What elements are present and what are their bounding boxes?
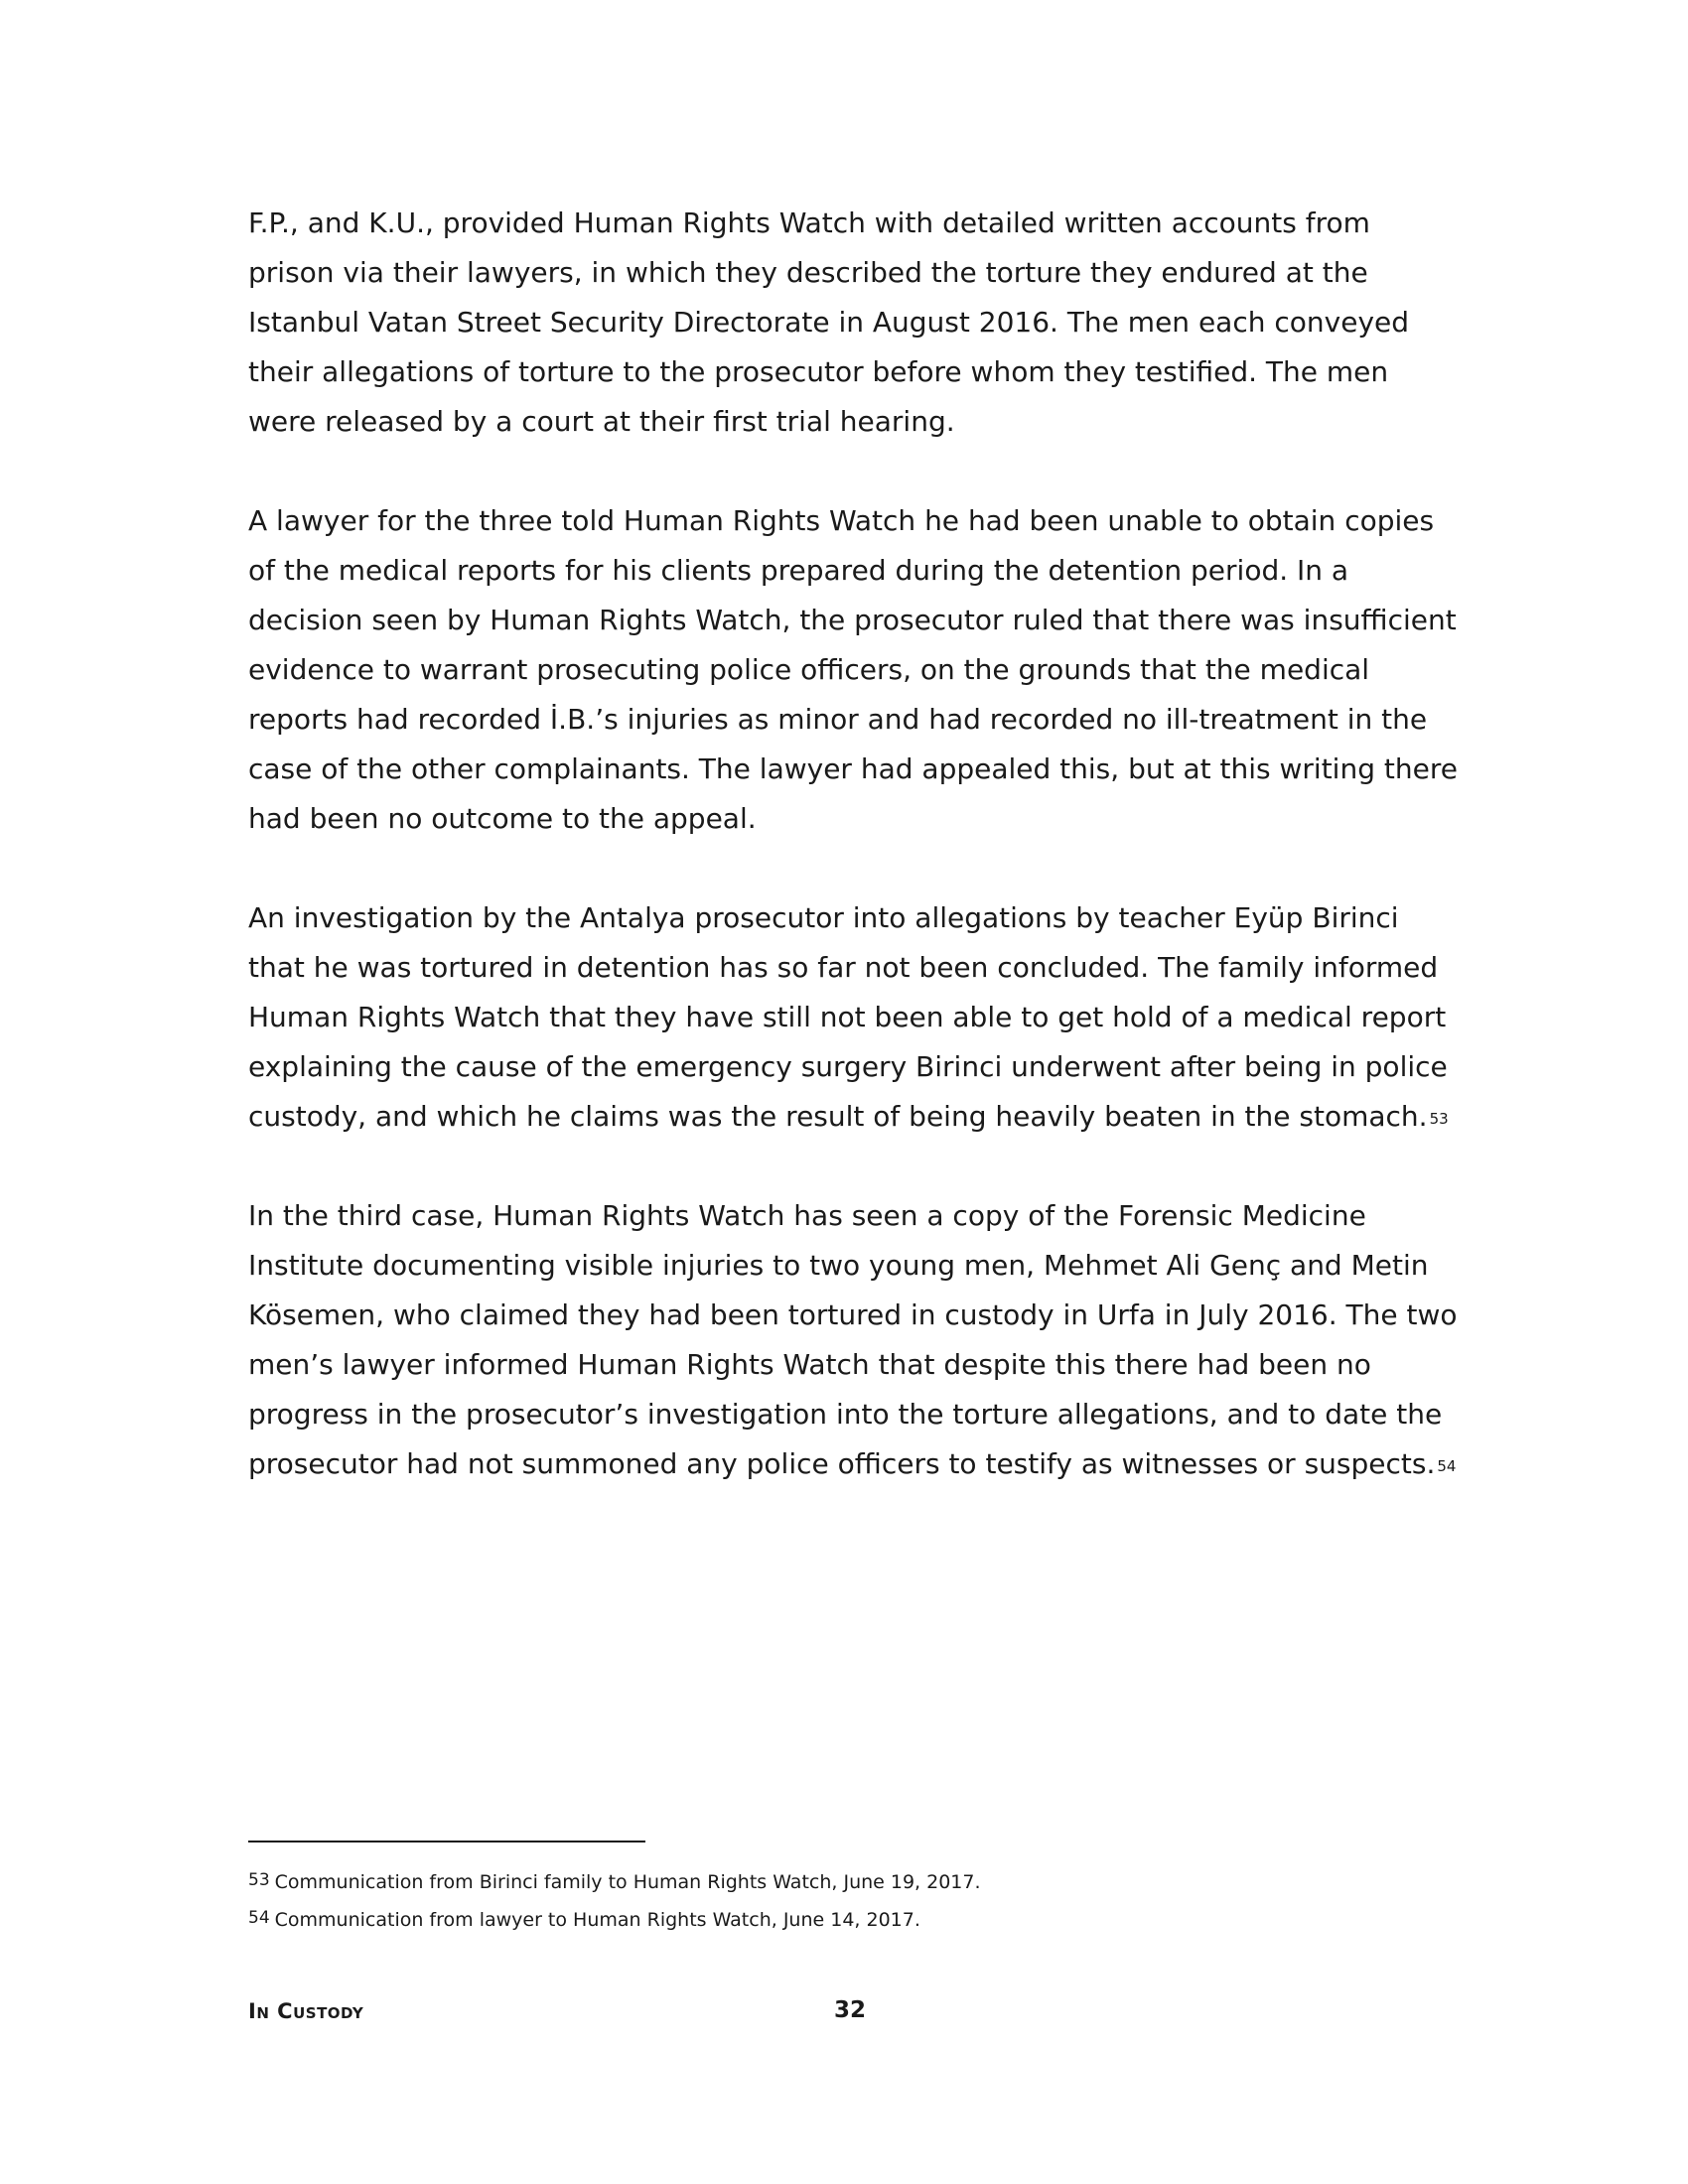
footnote-text: Communication from lawyer to Human Rights Watch, June 14, 2017.: [274, 1909, 920, 1931]
running-footer-title: In Custody: [248, 1999, 364, 2023]
paragraph: [248, 199, 1460, 447]
body-text: [248, 199, 1460, 1539]
paragraph-text: A lawyer for the three told Human Rights Watch he had been unable to obtain copies of the medical reports for his clients prepared during the detention period. In a decision seen by Human Rights Watch, the prosecutor ruled that there was insufficient evidence to warrant prosecuting police officers, on the grounds that the medical reports had recorded İ.B.’s injuries as minor and had recorded no ill-treatment in the case of the other complainants. The lawyer had appealed this, but at this writing there had been no outcome to the appeal.: [248, 504, 1458, 835]
footnotes: [248, 1862, 1440, 1938]
paragraph: [248, 1191, 1460, 1489]
paragraph: [248, 893, 1460, 1142]
footnote-ref[interactable]: 54: [1437, 1457, 1457, 1475]
footnote-divider: [248, 1841, 645, 1843]
paragraph-text: In the third case, Human Rights Watch has seen a copy of the Forensic Medicine Institute documenting visible injuries to two young men, Mehmet Ali Genç and Metin Kösemen, who claimed they had been tortured in custody in Urfa in July 2016. The two men’s lawyer informed Human Rights Watch that despite this there had been no progress in the prosecutor’s investigation into the torture allegations, and to date the prosecutor had not summoned any police officers to testify as witnesses or suspects.: [248, 1199, 1458, 1480]
footnote-number: 54: [248, 1908, 270, 1928]
footnote-number: 53: [248, 1870, 270, 1890]
paragraph-text: An investigation by the Antalya prosecutor into allegations by teacher Eyüp Birinci that he was tortured in detention has so far not been concluded. The family informed Human Rights Watch that they have still not been able to get hold of a medical report explaining the cause of the emergency surgery Birinci underwent after being in police custody, and which he claims was the result of being heavily beaten in the stomach.: [248, 901, 1448, 1133]
footnote: [248, 1900, 1440, 1938]
footnote-text: Communication from Birinci family to Human Rights Watch, June 19, 2017.: [274, 1871, 981, 1893]
paragraph-text: F.P., and K.U., provided Human Rights Watch with detailed written accounts from prison via their lawyers, in which they described the torture they endured at the Istanbul Vatan Street Security Directorate in August 2016. The men each conveyed their allegations of torture to the prosecutor before whom they testified. The men were released by a court at their first trial hearing.: [248, 206, 1410, 438]
footnote: [248, 1862, 1440, 1900]
footnote-ref[interactable]: 53: [1429, 1110, 1449, 1128]
paragraph: [248, 496, 1460, 844]
page-number: 32: [834, 1997, 867, 2023]
